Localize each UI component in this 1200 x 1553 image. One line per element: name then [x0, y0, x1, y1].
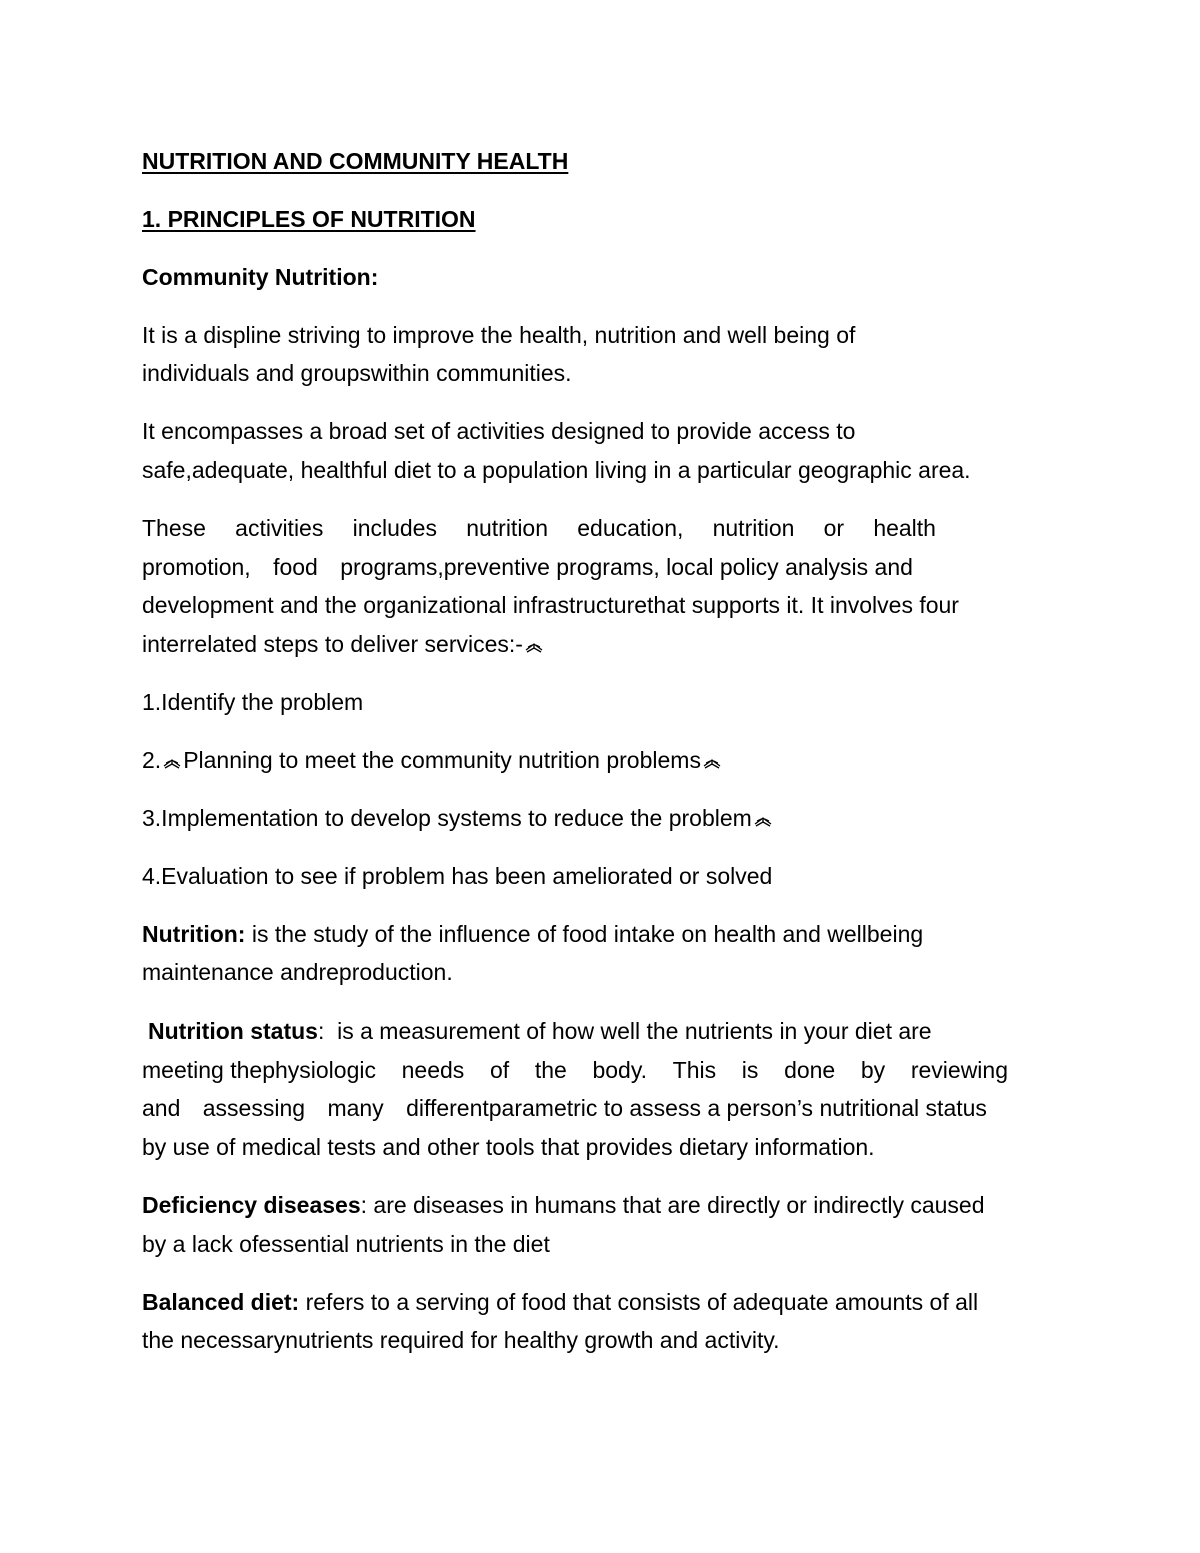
word: assessing	[202, 1095, 306, 1121]
nutrition-term: Nutrition:	[142, 921, 246, 947]
book-glyph-icon	[524, 638, 544, 654]
balanced-diet-def: refers to a serving of food that consists of adequate amounts of all	[299, 1289, 979, 1315]
word: many	[327, 1095, 384, 1121]
word: This	[672, 1057, 717, 1083]
word: education,	[577, 515, 684, 541]
word: health	[873, 515, 936, 541]
nutrition-definition-line1	[142, 919, 923, 949]
balanced-diet-line1	[142, 1287, 978, 1317]
nutrition-status-line4: by use of medical tests and other tools that provides dietary information.	[142, 1134, 875, 1160]
nutrition-def: is the study of the influence of food intake on health and wellbeing	[245, 921, 924, 947]
step-2-text: Planning to meet the community nutrition problems	[183, 747, 701, 773]
nutrition-definition-line2: maintenance andreproduction.	[142, 959, 453, 985]
nutrition-status-def: : is a measurement of how well the nutrients in your diet are	[317, 1018, 932, 1044]
line-rest: programs,preventive programs, local policy analysis and	[340, 554, 913, 580]
step-2-number: 2.	[142, 747, 162, 773]
word: meeting thephysiologic	[142, 1057, 376, 1083]
word: body.	[592, 1057, 648, 1083]
word: activities	[235, 515, 324, 541]
line-rest: differentparametric to assess a person’s nutritional status	[406, 1095, 987, 1121]
word: of	[489, 1057, 510, 1083]
word: These	[142, 515, 206, 541]
word: or	[823, 515, 845, 541]
book-glyph-icon	[162, 754, 182, 770]
word: by	[860, 1057, 886, 1083]
community-para2-line2: safe,adequate, healthful diet to a population living in a particular geographic area.	[142, 457, 971, 483]
nutrition-status-line3	[142, 1093, 987, 1123]
community-para2-line1: It encompasses a broad set of activities designed to provide access to	[142, 418, 856, 444]
word: the	[534, 1057, 567, 1083]
word: reviewing	[910, 1057, 1008, 1083]
step-2	[142, 745, 723, 775]
deficiency-line2: by a lack ofessential nutrients in the diet	[142, 1231, 550, 1257]
book-glyph-icon	[753, 812, 773, 828]
step-1: 1.Identify the problem	[142, 689, 364, 715]
step-3	[142, 803, 774, 833]
line-text: interrelated steps to deliver services:-	[142, 631, 523, 657]
word: nutrition	[466, 515, 549, 541]
word: nutrition	[712, 515, 795, 541]
balanced-diet-line2: the necessarynutrients required for healthy growth and activity.	[142, 1327, 780, 1353]
section-heading: 1. PRINCIPLES OF NUTRITION	[142, 206, 476, 232]
deficiency-def: : are diseases in humans that are directly or indirectly caused	[360, 1192, 985, 1218]
book-glyph-icon	[702, 754, 722, 770]
deficiency-line1	[142, 1190, 985, 1220]
step-3-text: 3.Implementation to develop systems to reduce the problem	[142, 805, 752, 831]
community-para3-line2	[142, 552, 913, 582]
word: food	[273, 554, 318, 580]
community-para3-line1	[142, 513, 936, 543]
word: needs	[401, 1057, 465, 1083]
community-para1-line1: It is a displine striving to improve the health, nutrition and well being of	[142, 322, 856, 348]
nutrition-status-line2	[142, 1055, 1008, 1085]
word: includes	[352, 515, 437, 541]
word: is	[741, 1057, 759, 1083]
nutrition-status-term: Nutrition status	[148, 1018, 318, 1044]
nutrition-status-line1	[148, 1016, 932, 1046]
step-4: 4.Evaluation to see if problem has been ameliorated or solved	[142, 863, 773, 889]
community-para3-line4	[142, 629, 545, 659]
community-para3-line3: development and the organizational infrastructurethat supports it. It involves four	[142, 592, 959, 618]
balanced-diet-term: Balanced diet:	[142, 1289, 300, 1315]
word: promotion,	[142, 554, 251, 580]
deficiency-term: Deficiency diseases	[142, 1192, 361, 1218]
word: and	[142, 1095, 181, 1121]
word: done	[784, 1057, 836, 1083]
document-title: NUTRITION AND COMMUNITY HEALTH	[142, 148, 569, 174]
community-para1-line2: individuals and groupswithin communities.	[142, 360, 572, 386]
community-nutrition-heading: Community Nutrition:	[142, 264, 379, 290]
